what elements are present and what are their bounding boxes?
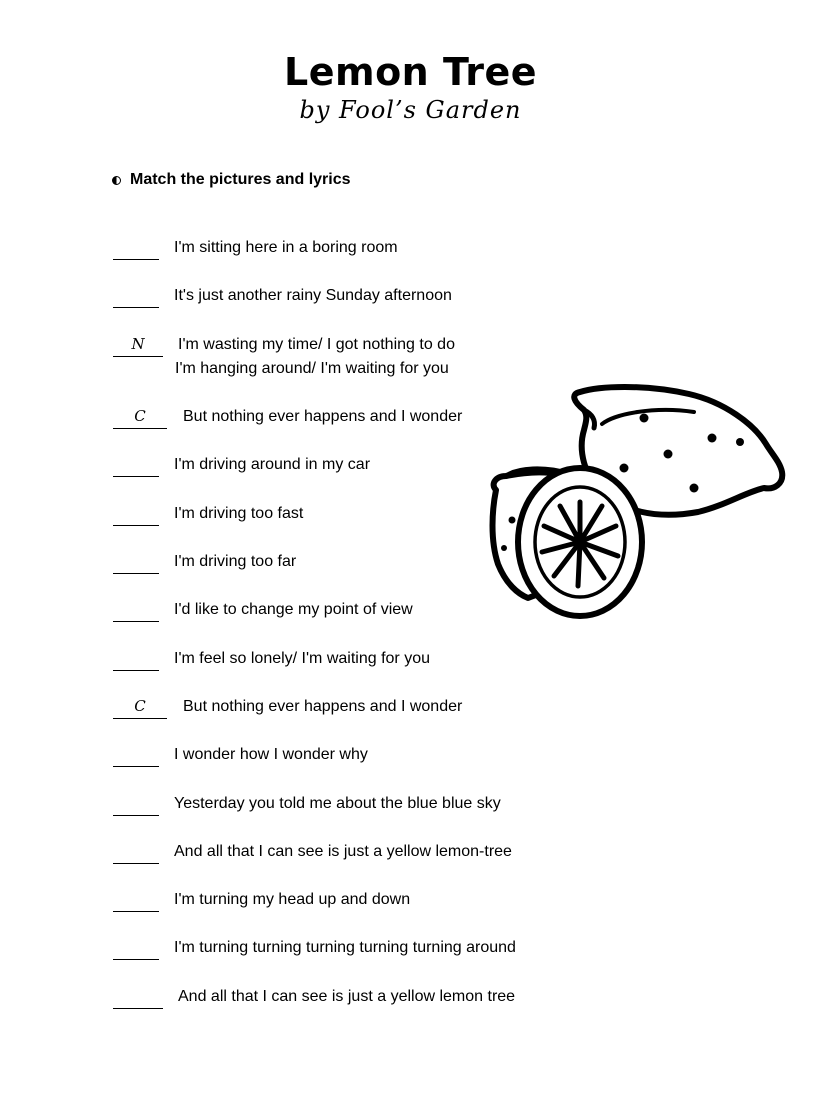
instruction [112,170,351,190]
lyric-line: I'm driving too fast [174,505,304,522]
lyric-row [113,888,410,912]
lyric-row [113,236,398,260]
lyric-row [113,695,462,719]
lyric-row [113,598,413,622]
lyric-line: I'm turning turning turning turning turning around [174,939,516,956]
answer-blank[interactable] [113,453,159,477]
answer-blank[interactable]: C [113,405,167,429]
lyric-line: And all that I can see is just a yellow lemon tree [178,988,516,1005]
answer-blank[interactable] [113,985,163,1009]
lyric-row [113,550,296,574]
answer-blank[interactable] [113,936,159,960]
page-subtitle: by Fool’s Garden [299,96,522,124]
answer-blank[interactable] [113,284,159,308]
lyric-row [113,453,370,477]
answer-blank[interactable] [113,236,159,260]
lyric-line: I'm hanging around/ I'm waiting for you [175,360,449,377]
answer-blank[interactable] [113,840,159,864]
lyric-line: I'm driving around in my car [174,456,371,473]
answer-blank[interactable] [113,598,159,622]
lyric-row [113,985,515,1009]
lyric-line: I'm sitting here in a boring room [174,239,398,256]
lyric-row [113,840,512,864]
lyric-row [113,792,501,816]
lyric-row [113,936,516,960]
answer-blank[interactable] [113,502,159,526]
answer-blank[interactable] [113,550,159,574]
lyric-row [113,284,452,308]
lyric-row [113,743,368,767]
lyric-row [113,647,430,671]
answer-blank[interactable] [113,792,159,816]
bullet-icon [112,176,121,185]
answer-blank[interactable]: N [113,333,163,357]
answer-blank[interactable] [113,743,159,767]
lyric-line: But nothing ever happens and I wonder [183,698,463,715]
lyric-line: And all that I can see is just a yellow lemon-tree [174,843,512,860]
lyric-line: But nothing ever happens and I wonder [183,408,463,425]
lyric-line: It's just another rainy Sunday afternoon [174,287,452,304]
answer-blank[interactable] [113,888,159,912]
lyric-line: I'm wasting my time/ I got nothing to do [178,336,455,353]
answer-blank[interactable]: C [113,695,167,719]
lemons-icon [484,380,789,620]
lyric-line: I'm turning my head up and down [174,891,411,908]
lyric-line: I'm feel so lonely/ I'm waiting for you [174,650,430,667]
lyric-row [113,502,303,526]
page-title: Lemon Tree [283,50,537,94]
answer-blank[interactable] [113,647,159,671]
instruction-text: Match the pictures and lyrics [130,171,351,188]
lyric-line: I wonder how I wonder why [174,746,368,763]
lyric-line: I'd like to change my point of view [174,601,413,618]
lyric-line: I'm driving too far [174,553,297,570]
lyric-row [113,405,462,429]
lyric-row [113,333,455,381]
lyric-line: Yesterday you told me about the blue blue sky [174,795,501,812]
